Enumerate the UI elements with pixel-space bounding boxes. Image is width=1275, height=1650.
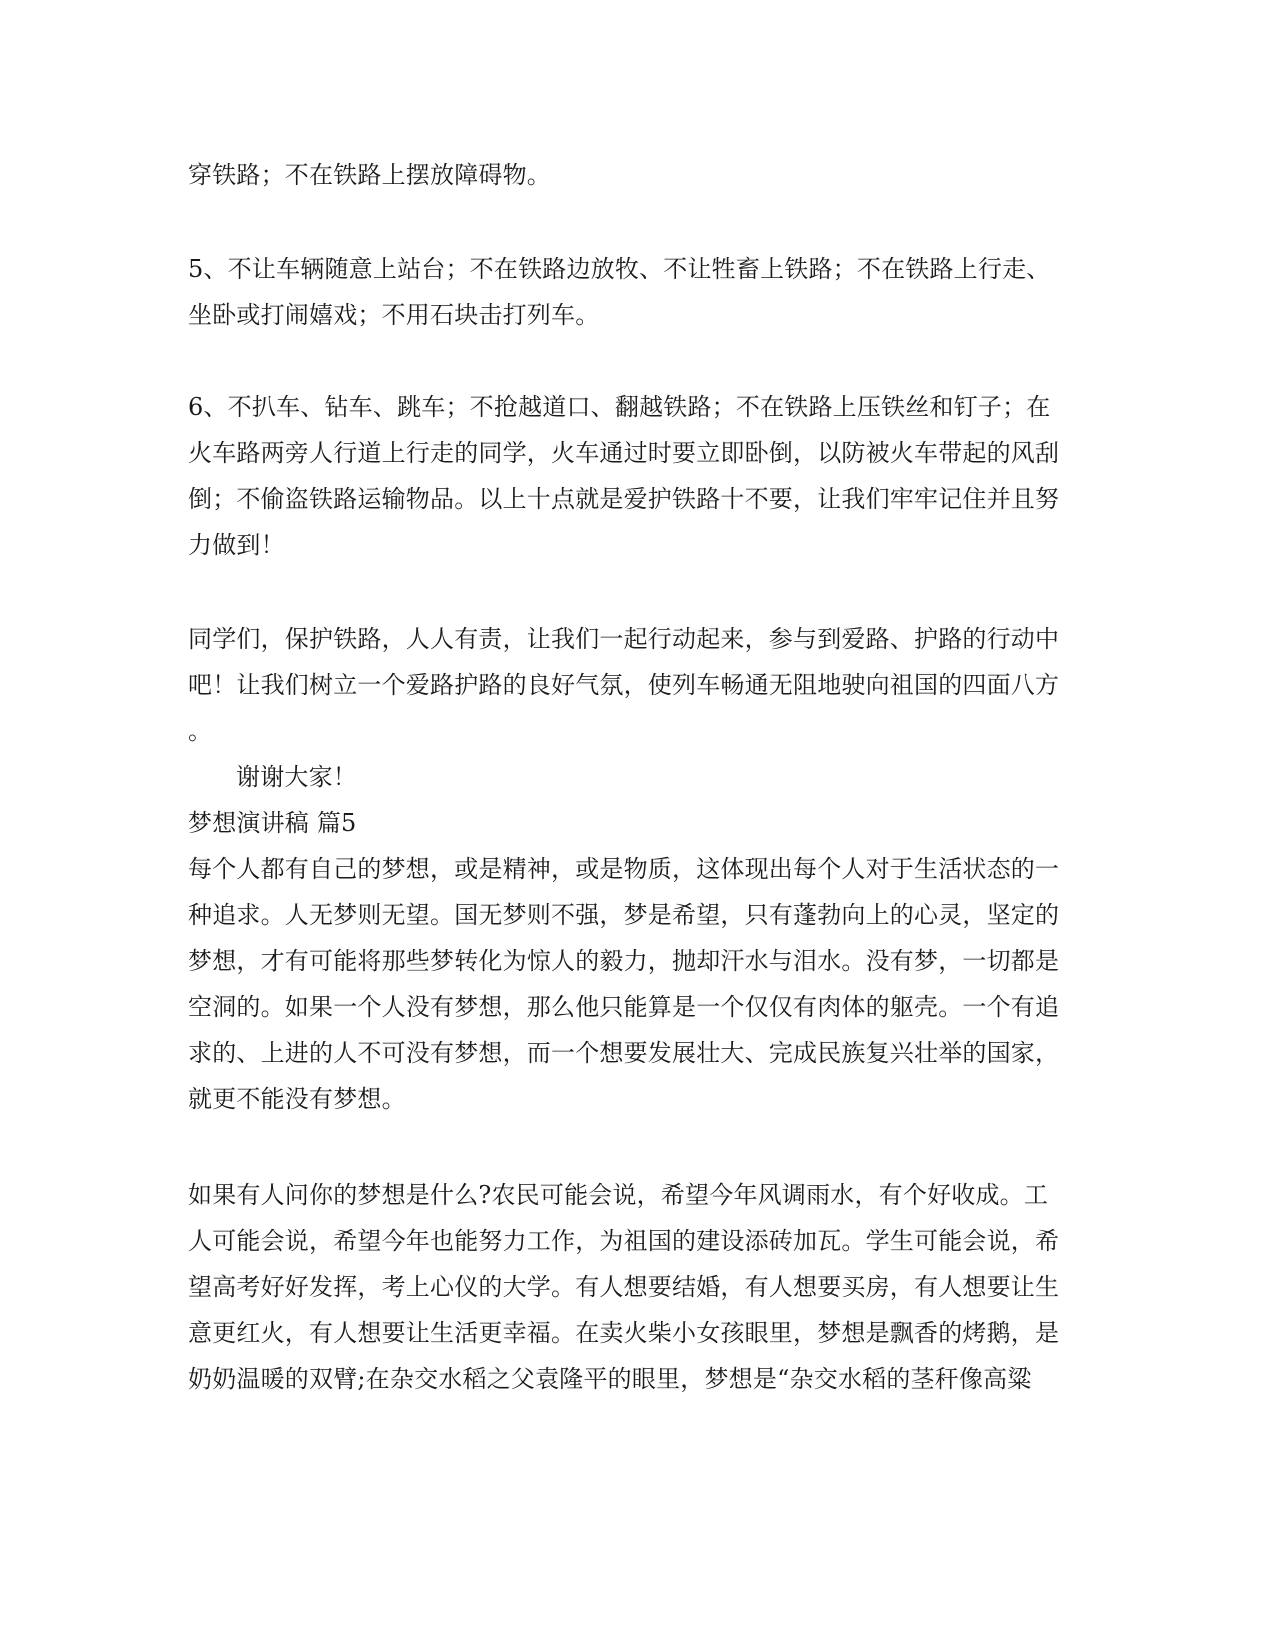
text-line: 火车路两旁人行道上行走的同学，火车通过时要立即卧倒，以防被火车带起的风刮 xyxy=(188,439,1060,467)
text-line: 就更不能没有梦想。 xyxy=(188,1085,406,1113)
text-line: 如果有人问你的梦想是什么?农民可能会说，希望今年风调雨水，有个好收成。工 xyxy=(188,1181,1049,1209)
text-line: 力做到！ xyxy=(188,531,285,559)
text-line: 吧！让我们树立一个爱路护路的良好气氛，使列车畅通无阻地驶向祖国的四面八方 xyxy=(188,671,1060,699)
text-line: 种追求。人无梦则无望。国无梦则不强，梦是希望，只有蓬勃向上的心灵，坚定的 xyxy=(188,901,1060,929)
text-line: 穿铁路；不在铁路上摆放障碍物。 xyxy=(188,161,551,189)
section-heading: 梦想演讲稿 篇5 xyxy=(188,809,357,837)
text-line: 意更红火，有人想要让生活更幸福。在卖火柴小女孩眼里，梦想是飘香的烤鹅，是 xyxy=(188,1319,1060,1347)
text-line: 空洞的。如果一个人没有梦想，那么他只能算是一个仅仅有肉体的躯壳。一个有追 xyxy=(188,993,1060,1021)
text-line: 同学们，保护铁路，人人有责，让我们一起行动起来，参与到爱路、护路的行动中 xyxy=(188,625,1060,653)
text-line: 坐卧或打闹嬉戏；不用石块击打列车。 xyxy=(188,301,600,329)
text-line: 求的、上进的人不可没有梦想，而一个想要发展壮大、完成民族复兴壮举的国家， xyxy=(188,1039,1060,1067)
text-line: 奶奶温暖的双臂;在杂交水稻之父袁隆平的眼里，梦想是“杂交水稻的茎秆像高粱 xyxy=(188,1365,1032,1393)
text-line: 梦想，才有可能将那些梦转化为惊人的毅力，抛却汗水与泪水。没有梦，一切都是 xyxy=(188,947,1060,975)
text-line: 望高考好好发挥，考上心仪的大学。有人想要结婚，有人想要买房，有人想要让生 xyxy=(188,1273,1060,1301)
text-line: 谢谢大家！ xyxy=(236,763,357,791)
text-line: 6、不扒车、钻车、跳车；不抢越道口、翻越铁路；不在铁路上压铁丝和钉子；在 xyxy=(188,393,1051,421)
text-line: 5、不让车辆随意上站台；不在铁路边放牧、不让牲畜上铁路；不在铁路上行走、 xyxy=(188,255,1051,283)
text-line: 。 xyxy=(188,717,213,745)
text-line: 每个人都有自己的梦想，或是精神，或是物质，这体现出每个人对于生活状态的一 xyxy=(188,855,1060,883)
text-line: 人可能会说，希望今年也能努力工作，为祖国的建设添砖加瓦。学生可能会说，希 xyxy=(188,1227,1060,1255)
text-line: 倒；不偷盗铁路运输物品。以上十点就是爱护铁路十不要，让我们牢牢记住并且努 xyxy=(188,485,1060,513)
